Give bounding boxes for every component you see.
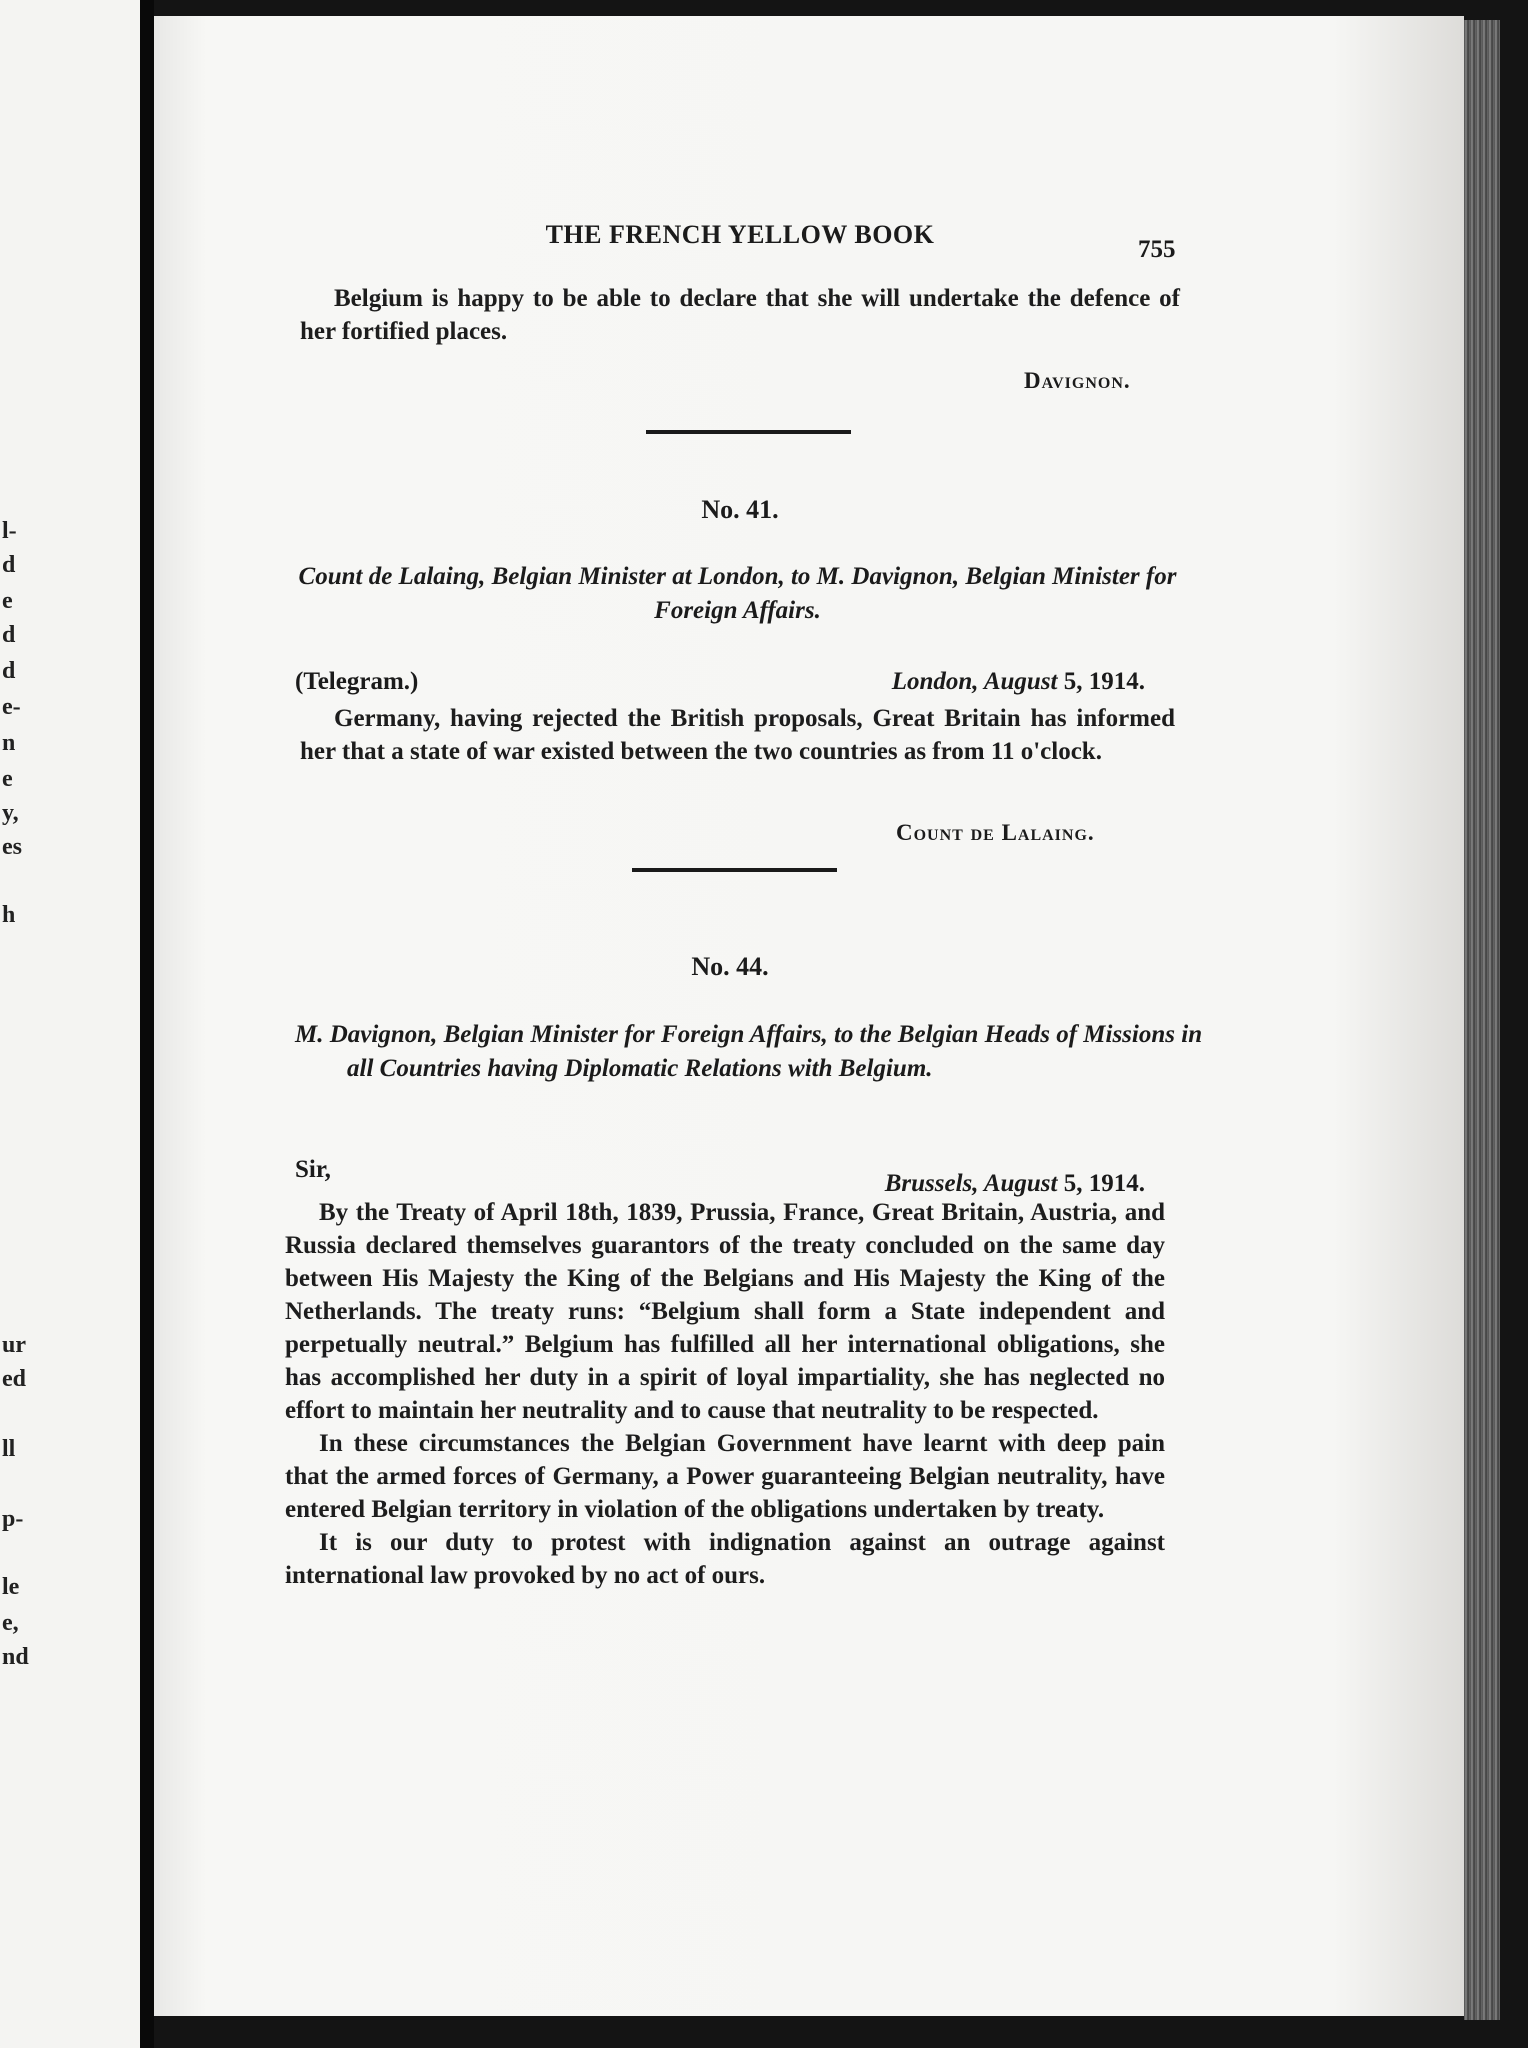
left-page-fragment: d <box>2 658 16 684</box>
dateline-left: (Telegram.) <box>295 668 419 695</box>
left-page-fragment: e- <box>2 694 21 720</box>
section-divider <box>632 868 837 872</box>
left-page-fragment: p- <box>2 1506 24 1532</box>
left-page-fragment: ur <box>2 1332 26 1358</box>
signature-lalaing: Count de Lalaing. <box>896 820 1095 845</box>
left-page-fragment: le <box>2 1574 20 1600</box>
doc44-body <box>285 1196 1165 1592</box>
left-page-fragment: d <box>2 552 16 578</box>
paragraph: By the Treaty of April 18th, 1839, Prussia, France, Great Britain, Austria, and Russia declared themselves guarantors of the treaty concluded on the same day between His Majesty the King of the Belgians and His Majesty the King of the Netherlands. The treaty runs: “Belgium shall form a State independent and perpetually neutral.” Belgium has fulfilled all her international obligations, she has accomplished her duty in a spirit of loyal impartiality, she has neglected no effort to maintain her neutrality and to cause that neutrality to be respected. <box>285 1199 1165 1424</box>
left-page-fragment: ll <box>2 1436 16 1462</box>
left-page-fragment: e, <box>2 1610 19 1636</box>
left-page-fragment: nd <box>2 1644 29 1670</box>
dateline-date: 5, 1914. <box>1063 1170 1145 1197</box>
opening-paragraph <box>300 282 1180 348</box>
document-heading: Count de Lalaing, Belgian Minister at London, to M. Davignon, Belgian Minister for Foreign Affairs. <box>298 563 1177 624</box>
left-page-fragment: e <box>2 588 13 614</box>
left-page-fragment: ed <box>2 1366 26 1392</box>
left-page-fragment: l- <box>2 518 17 544</box>
dateline-right <box>885 1170 1145 1198</box>
dateline-left: Sir, <box>295 1156 331 1183</box>
document-heading: M. Davignon, Belgian Minister for Foreign Affairs, to the Belgian Heads of Missions in all Countries having Diplomatic Relations with Belgium. <box>295 1021 1203 1082</box>
page-number: 755 <box>1138 236 1176 263</box>
dateline-place: Brussels, August <box>884 1170 1058 1197</box>
doc41-body <box>300 702 1175 768</box>
document-number: No. 41. <box>701 495 779 524</box>
dateline-date: 5, 1914. <box>1063 668 1145 695</box>
left-page-fragment: d <box>2 622 16 648</box>
left-page-fragment: e <box>2 766 13 792</box>
paragraph: It is our duty to protest with indignation against an outrage against international law provoked by no act of ours. <box>285 1529 1165 1589</box>
signature-davignon: Davignon. <box>1024 368 1131 393</box>
left-page-fragment: n <box>2 730 16 756</box>
dateline-right <box>892 668 1145 696</box>
document-number: No. 44. <box>691 952 769 981</box>
dateline <box>295 668 1145 702</box>
book-gutter <box>140 0 154 2048</box>
left-page-fragment: y, <box>2 800 19 826</box>
paragraph: Germany, having rejected the British proposals, Great Britain has informed her that a state of war existed between the two countries as from 11 o'clock. <box>300 705 1175 765</box>
page-stack-edge <box>1464 20 1500 2020</box>
section-divider <box>646 430 851 434</box>
running-header: THE FRENCH YELLOW BOOK <box>545 220 935 249</box>
paragraph: Belgium is happy to be able to declare that she will undertake the defence of her fortified places. <box>300 285 1180 345</box>
dateline <box>295 1156 1145 1197</box>
left-page-fragment: es <box>2 834 22 860</box>
left-page-fragment: h <box>2 902 16 928</box>
paragraph: In these circumstances the Belgian Government have learnt with deep pain that the armed forces of Germany, a Power guaranteeing Belgian neutrality, have entered Belgian territory in violation of the obligations undertaken by treaty. <box>285 1430 1165 1523</box>
previous-page-edge <box>0 0 140 2048</box>
dateline-place: London, August <box>891 668 1058 695</box>
